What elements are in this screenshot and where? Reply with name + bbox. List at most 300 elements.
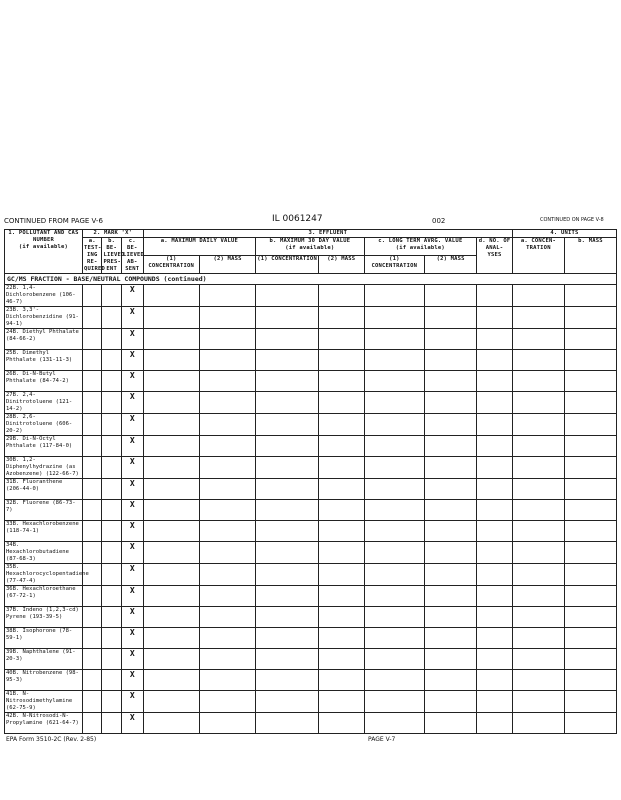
max-30day-mass-cell bbox=[319, 713, 364, 734]
believed-present-cell bbox=[102, 479, 121, 500]
believed-absent-cell: X bbox=[121, 392, 143, 414]
table-row bbox=[5, 586, 617, 607]
max-30day-concentration-cell bbox=[256, 285, 319, 307]
believed-absent-cell: X bbox=[121, 521, 143, 542]
max-30day-mass-cell bbox=[319, 307, 364, 329]
max-30day-concentration-cell bbox=[256, 371, 319, 392]
col-max-daily-mass: (2) MASS bbox=[199, 256, 255, 274]
testing-required-cell bbox=[82, 479, 101, 500]
believed-present-cell bbox=[102, 586, 121, 607]
max-daily-concentration-cell bbox=[143, 670, 199, 691]
pollutant-name: 32B. Fluorene (86-73-7) bbox=[5, 500, 83, 521]
testing-required-cell bbox=[82, 436, 101, 457]
long-term-concentration-cell bbox=[364, 329, 425, 350]
epa-id-number: IL 0061247 bbox=[272, 214, 323, 224]
no-analyses-cell bbox=[477, 457, 513, 479]
pollutant-name: 42B. N-Nitrosodi-N-Propylamine (621-64-7) bbox=[5, 713, 83, 734]
max-daily-mass-cell bbox=[199, 564, 255, 586]
believed-present-cell bbox=[102, 542, 121, 564]
max-30day-mass-cell bbox=[319, 414, 364, 436]
max-30day-concentration-cell bbox=[256, 628, 319, 649]
pollutant-name: 36B. Hexachloroethane (67-72-1) bbox=[5, 586, 83, 607]
max-daily-concentration-cell bbox=[143, 564, 199, 586]
long-term-mass-cell bbox=[425, 307, 477, 329]
testing-required-cell bbox=[82, 500, 101, 521]
no-analyses-cell bbox=[477, 542, 513, 564]
believed-present-cell bbox=[102, 371, 121, 392]
max-30day-concentration-cell bbox=[256, 521, 319, 542]
no-analyses-cell bbox=[477, 586, 513, 607]
believed-absent-cell: X bbox=[121, 670, 143, 691]
units-mass-cell bbox=[564, 564, 616, 586]
believed-present-cell bbox=[102, 691, 121, 713]
max-daily-concentration-cell bbox=[143, 586, 199, 607]
col-units: 4. UNITS bbox=[512, 230, 616, 238]
units-mass-cell bbox=[564, 285, 616, 307]
table-row bbox=[5, 392, 617, 414]
testing-required-cell bbox=[82, 607, 101, 628]
col-max-30day-label: b. MAXIMUM 30 DAY VALUE bbox=[269, 238, 351, 244]
believed-present-cell bbox=[102, 392, 121, 414]
believed-absent-cell: X bbox=[121, 285, 143, 307]
long-term-mass-cell bbox=[425, 521, 477, 542]
no-analyses-cell bbox=[477, 691, 513, 713]
outfall-number: 002 bbox=[432, 217, 446, 225]
max-daily-mass-cell bbox=[199, 436, 255, 457]
long-term-concentration-cell bbox=[364, 414, 425, 436]
believed-absent-cell: X bbox=[121, 691, 143, 713]
col-max-30day-sub: (if available) bbox=[285, 245, 335, 251]
long-term-mass-cell bbox=[425, 542, 477, 564]
max-30day-mass-cell bbox=[319, 329, 364, 350]
pollutant-name: 31B. Fluoranthene (206-44-0) bbox=[5, 479, 83, 500]
pollutant-name: 34B. Hexachlorobutadiene (87-68-3) bbox=[5, 542, 83, 564]
max-daily-concentration-cell bbox=[143, 521, 199, 542]
max-30day-mass-cell bbox=[319, 436, 364, 457]
max-30day-concentration-cell bbox=[256, 392, 319, 414]
units-mass-cell bbox=[564, 691, 616, 713]
units-mass-cell bbox=[564, 457, 616, 479]
max-30day-concentration-cell bbox=[256, 607, 319, 628]
table-row bbox=[5, 691, 617, 713]
max-daily-mass-cell bbox=[199, 670, 255, 691]
long-term-concentration-cell bbox=[364, 350, 425, 371]
no-analyses-cell bbox=[477, 392, 513, 414]
units-mass-cell bbox=[564, 586, 616, 607]
col-effluent: 3. EFFLUENT bbox=[143, 230, 512, 238]
testing-required-cell bbox=[82, 392, 101, 414]
max-daily-concentration-cell bbox=[143, 628, 199, 649]
max-daily-mass-cell bbox=[199, 479, 255, 500]
no-analyses-cell bbox=[477, 607, 513, 628]
section-title-row bbox=[5, 274, 617, 285]
max-daily-mass-cell bbox=[199, 329, 255, 350]
col-long-term-concentration: (1) CONCENTRATION bbox=[364, 256, 425, 274]
table-row bbox=[5, 436, 617, 457]
table-row bbox=[5, 542, 617, 564]
max-daily-mass-cell bbox=[199, 307, 255, 329]
pollutant-name: 35B. Hexachlorocyclopentadiene (77-47-4) bbox=[6, 564, 89, 584]
long-term-mass-cell bbox=[425, 628, 477, 649]
table-row bbox=[5, 350, 617, 371]
max-30day-mass-cell bbox=[319, 285, 364, 307]
max-30day-concentration-cell bbox=[256, 586, 319, 607]
testing-required-cell bbox=[82, 414, 101, 436]
max-30day-mass-cell bbox=[319, 670, 364, 691]
max-daily-mass-cell bbox=[199, 371, 255, 392]
col-max-30day-mass: (2) MASS bbox=[319, 256, 364, 274]
col-units-concentration: a. CONCEN- TRATION bbox=[512, 238, 564, 274]
no-analyses-cell bbox=[477, 307, 513, 329]
units-mass-cell bbox=[564, 649, 616, 670]
col-long-term-label: c. LONG TERM AVRG. VALUE bbox=[378, 238, 463, 244]
form-id: EPA Form 3510-2C (Rev. 2-85) bbox=[6, 736, 97, 743]
section-title: GC/MS FRACTION - BASE/NEUTRAL COMPOUNDS (continued) bbox=[5, 274, 617, 285]
units-concentration-cell bbox=[512, 371, 564, 392]
col-believed-absent: c. BE- LIEVED AB- SENT bbox=[122, 238, 145, 272]
header-row-1 bbox=[5, 230, 617, 238]
no-analyses-cell bbox=[477, 285, 513, 307]
believed-absent-cell: X bbox=[121, 649, 143, 670]
units-mass-cell bbox=[564, 670, 616, 691]
units-concentration-cell bbox=[512, 521, 564, 542]
long-term-mass-cell bbox=[425, 350, 477, 371]
testing-required-cell bbox=[82, 542, 101, 564]
believed-absent-cell: X bbox=[121, 479, 143, 500]
no-analyses-cell bbox=[477, 500, 513, 521]
max-daily-mass-cell bbox=[199, 628, 255, 649]
continued-on-label: CONTINUED ON PAGE V-8 bbox=[540, 217, 604, 223]
max-30day-mass-cell bbox=[319, 479, 364, 500]
max-daily-concentration-cell bbox=[143, 542, 199, 564]
units-mass-cell bbox=[564, 542, 616, 564]
max-daily-concentration-cell bbox=[143, 500, 199, 521]
units-mass-cell bbox=[564, 414, 616, 436]
max-daily-concentration-cell bbox=[143, 713, 199, 734]
believed-present-cell bbox=[102, 713, 121, 734]
max-daily-concentration-cell bbox=[143, 350, 199, 371]
believed-present-cell bbox=[102, 414, 121, 436]
believed-present-cell bbox=[102, 649, 121, 670]
max-daily-mass-cell bbox=[199, 392, 255, 414]
units-mass-cell bbox=[564, 521, 616, 542]
long-term-mass-cell bbox=[425, 285, 477, 307]
units-concentration-cell bbox=[512, 285, 564, 307]
units-concentration-cell bbox=[512, 329, 564, 350]
units-concentration-cell bbox=[512, 307, 564, 329]
table-row bbox=[5, 521, 617, 542]
units-mass-cell bbox=[564, 628, 616, 649]
no-analyses-cell bbox=[477, 521, 513, 542]
max-30day-concentration-cell bbox=[256, 457, 319, 479]
max-30day-concentration-cell bbox=[256, 479, 319, 500]
long-term-concentration-cell bbox=[364, 713, 425, 734]
believed-absent-cell: X bbox=[121, 436, 143, 457]
table-row bbox=[5, 371, 617, 392]
believed-absent-cell: X bbox=[121, 371, 143, 392]
units-concentration-cell bbox=[512, 586, 564, 607]
units-concentration-cell bbox=[512, 628, 564, 649]
believed-absent-cell: X bbox=[121, 713, 143, 734]
no-analyses-cell bbox=[477, 713, 513, 734]
pollutant-name: 38B. Isophorone (78-59-1) bbox=[5, 628, 83, 649]
max-daily-concentration-cell bbox=[143, 414, 199, 436]
believed-present-cell bbox=[102, 521, 121, 542]
max-daily-concentration-cell bbox=[143, 285, 199, 307]
believed-present-cell bbox=[102, 564, 121, 586]
long-term-mass-cell bbox=[425, 691, 477, 713]
testing-required-cell bbox=[82, 521, 101, 542]
believed-absent-cell: X bbox=[121, 607, 143, 628]
long-term-mass-cell bbox=[425, 371, 477, 392]
max-30day-concentration-cell bbox=[256, 542, 319, 564]
units-mass-cell bbox=[564, 713, 616, 734]
long-term-mass-cell bbox=[425, 649, 477, 670]
pollutant-name: 27B. 2,4-Dinitrotoluene (121-14-2) bbox=[5, 392, 83, 414]
long-term-concentration-cell bbox=[364, 436, 425, 457]
max-30day-concentration-cell bbox=[256, 500, 319, 521]
max-30day-mass-cell bbox=[319, 392, 364, 414]
believed-present-cell bbox=[102, 329, 121, 350]
believed-absent-cell: X bbox=[121, 586, 143, 607]
believed-absent-cell: X bbox=[121, 329, 143, 350]
long-term-concentration-cell bbox=[364, 307, 425, 329]
believed-present-cell bbox=[102, 285, 121, 307]
pollutant-name: 41B. N-Nitrosodimethylamine (62-75-9) bbox=[5, 691, 83, 713]
max-30day-mass-cell bbox=[319, 500, 364, 521]
col-max-30day bbox=[256, 238, 364, 256]
long-term-concentration-cell bbox=[364, 392, 425, 414]
max-daily-mass-cell bbox=[199, 350, 255, 371]
units-mass-cell bbox=[564, 350, 616, 371]
pollutant-name: 37B. Indeno (1,2,3-cd) Pyrene (193-39-5) bbox=[5, 607, 83, 628]
table-row bbox=[5, 628, 617, 649]
believed-present-cell bbox=[102, 350, 121, 371]
long-term-concentration-cell bbox=[364, 564, 425, 586]
long-term-mass-cell bbox=[425, 436, 477, 457]
testing-required-cell bbox=[82, 329, 101, 350]
testing-required-cell bbox=[82, 670, 101, 691]
units-concentration-cell bbox=[512, 457, 564, 479]
max-30day-mass-cell bbox=[319, 649, 364, 670]
no-analyses-cell bbox=[477, 628, 513, 649]
long-term-concentration-cell bbox=[364, 479, 425, 500]
max-daily-concentration-cell bbox=[143, 479, 199, 500]
pollutant-name: 33B. Hexachlorobenzene (118-74-1) bbox=[5, 521, 83, 542]
long-term-mass-cell bbox=[425, 329, 477, 350]
units-concentration-cell bbox=[512, 479, 564, 500]
believed-absent-cell: X bbox=[121, 542, 143, 564]
table-row bbox=[5, 500, 617, 521]
units-concentration-cell bbox=[512, 691, 564, 713]
no-analyses-cell bbox=[477, 649, 513, 670]
max-daily-concentration-cell bbox=[143, 329, 199, 350]
max-30day-concentration-cell bbox=[256, 307, 319, 329]
pollutant-name: 40B. Nitrobenzene (98-95-3) bbox=[5, 670, 83, 691]
max-30day-concentration-cell bbox=[256, 436, 319, 457]
testing-required-cell bbox=[82, 457, 101, 479]
believed-absent-cell: X bbox=[121, 350, 143, 371]
no-analyses-cell bbox=[477, 436, 513, 457]
testing-required-cell bbox=[82, 371, 101, 392]
units-concentration-cell bbox=[512, 607, 564, 628]
units-mass-cell bbox=[564, 329, 616, 350]
col-no-analyses: d. NO. OF ANAL- YSES bbox=[477, 238, 513, 274]
long-term-mass-cell bbox=[425, 607, 477, 628]
believed-absent-cell: X bbox=[121, 564, 143, 586]
max-daily-mass-cell bbox=[199, 586, 255, 607]
units-mass-cell bbox=[564, 500, 616, 521]
believed-present-cell bbox=[102, 500, 121, 521]
believed-present-cell bbox=[102, 307, 121, 329]
believed-absent-cell: X bbox=[121, 414, 143, 436]
units-mass-cell bbox=[564, 479, 616, 500]
no-analyses-cell bbox=[477, 670, 513, 691]
table-row bbox=[5, 307, 617, 329]
long-term-mass-cell bbox=[425, 479, 477, 500]
max-daily-concentration-cell bbox=[143, 691, 199, 713]
col-units-mass: b. MASS bbox=[564, 238, 616, 274]
long-term-concentration-cell bbox=[364, 628, 425, 649]
pollutant-name: 24B. Diethyl Phthalate (84-66-2) bbox=[5, 329, 83, 350]
table-row bbox=[5, 670, 617, 691]
units-concentration-cell bbox=[512, 350, 564, 371]
col-believed-present: b. BE- LIEVED PRES- ENT bbox=[103, 238, 125, 272]
max-30day-mass-cell bbox=[319, 564, 364, 586]
long-term-concentration-cell bbox=[364, 670, 425, 691]
col-long-term-mass: (2) MASS bbox=[425, 256, 477, 274]
max-daily-mass-cell bbox=[199, 649, 255, 670]
max-30day-mass-cell bbox=[319, 457, 364, 479]
long-term-mass-cell bbox=[425, 670, 477, 691]
table-row bbox=[5, 649, 617, 670]
believed-present-cell bbox=[102, 670, 121, 691]
table-row bbox=[5, 479, 617, 500]
pollutant-name: 25B. Dimethyl Phthalate (131-11-3) bbox=[5, 350, 83, 371]
col-long-term bbox=[364, 238, 477, 256]
max-daily-mass-cell bbox=[199, 414, 255, 436]
max-30day-concentration-cell bbox=[256, 329, 319, 350]
pollutant-name: 26B. Di-N-Butyl Phthalate (84-74-2) bbox=[5, 371, 83, 392]
pollutant-rows bbox=[5, 285, 617, 734]
max-30day-mass-cell bbox=[319, 628, 364, 649]
max-daily-mass-cell bbox=[199, 713, 255, 734]
pollutant-name: 23B. 3,3'-Dichlorobenzidine (91-94-1) bbox=[5, 307, 83, 329]
units-concentration-cell bbox=[512, 414, 564, 436]
units-concentration-cell bbox=[512, 564, 564, 586]
col-max-30day-concentration: (1) CONCENTRATION bbox=[256, 256, 319, 274]
col-pollutant-sub: (if available) bbox=[18, 244, 69, 250]
units-mass-cell bbox=[564, 607, 616, 628]
form-header-strip bbox=[0, 214, 621, 228]
units-concentration-cell bbox=[512, 670, 564, 691]
max-30day-concentration-cell bbox=[256, 350, 319, 371]
long-term-mass-cell bbox=[425, 564, 477, 586]
units-mass-cell bbox=[564, 436, 616, 457]
pollutant-name: 29B. Di-N-Octyl Phthalate (117-84-0) bbox=[5, 436, 83, 457]
col-pollutant bbox=[5, 230, 83, 274]
max-daily-mass-cell bbox=[199, 521, 255, 542]
units-concentration-cell bbox=[512, 392, 564, 414]
believed-absent-cell: X bbox=[121, 628, 143, 649]
no-analyses-cell bbox=[477, 564, 513, 586]
col-pollutant-label: 1. POLLUTANT AND CAS NUMBER bbox=[8, 230, 79, 243]
max-daily-mass-cell bbox=[199, 285, 255, 307]
long-term-mass-cell bbox=[425, 713, 477, 734]
units-concentration-cell bbox=[512, 436, 564, 457]
testing-required-cell bbox=[82, 285, 101, 307]
max-daily-concentration-cell bbox=[143, 371, 199, 392]
testing-required-cell bbox=[82, 691, 101, 713]
max-30day-mass-cell bbox=[319, 607, 364, 628]
pollutant-name: 30B. 1,2-Diphenylhydrazine (as Azobenzene) (122-66-7) bbox=[5, 457, 83, 479]
units-concentration-cell bbox=[512, 500, 564, 521]
table-row bbox=[5, 285, 617, 307]
table-row bbox=[5, 564, 617, 586]
long-term-concentration-cell bbox=[364, 371, 425, 392]
max-30day-concentration-cell bbox=[256, 713, 319, 734]
max-30day-concentration-cell bbox=[256, 691, 319, 713]
pollutant-name: 39B. Naphthalene (91-20-3) bbox=[5, 649, 83, 670]
max-daily-concentration-cell bbox=[143, 457, 199, 479]
long-term-mass-cell bbox=[425, 457, 477, 479]
max-daily-concentration-cell bbox=[143, 392, 199, 414]
believed-present-cell bbox=[102, 628, 121, 649]
max-30day-mass-cell bbox=[319, 521, 364, 542]
no-analyses-cell bbox=[477, 350, 513, 371]
pollutant-name: 28B. 2,6-Dinitrotoluene (606-20-2) bbox=[5, 414, 83, 436]
max-daily-mass-cell bbox=[199, 500, 255, 521]
testing-required-cell bbox=[82, 350, 101, 371]
max-daily-concentration-cell bbox=[143, 307, 199, 329]
testing-required-cell bbox=[82, 713, 101, 734]
long-term-mass-cell bbox=[425, 586, 477, 607]
max-daily-mass-cell bbox=[199, 457, 255, 479]
max-daily-concentration-cell bbox=[143, 607, 199, 628]
long-term-concentration-cell bbox=[364, 500, 425, 521]
max-30day-mass-cell bbox=[319, 371, 364, 392]
units-mass-cell bbox=[564, 307, 616, 329]
table-row bbox=[5, 713, 617, 734]
col-max-daily-concentration: (1) CONCENTRATION bbox=[143, 256, 199, 274]
testing-required-cell bbox=[82, 649, 101, 670]
max-30day-mass-cell bbox=[319, 691, 364, 713]
units-mass-cell bbox=[564, 392, 616, 414]
testing-required-cell bbox=[82, 628, 101, 649]
believed-absent-cell: X bbox=[121, 457, 143, 479]
long-term-mass-cell bbox=[425, 500, 477, 521]
table-row bbox=[5, 607, 617, 628]
col-max-daily: a. MAXIMUM DAILY VALUE bbox=[143, 238, 256, 256]
long-term-concentration-cell bbox=[364, 457, 425, 479]
max-30day-mass-cell bbox=[319, 542, 364, 564]
max-daily-mass-cell bbox=[199, 542, 255, 564]
no-analyses-cell bbox=[477, 479, 513, 500]
table-row bbox=[5, 414, 617, 436]
header-row-2 bbox=[5, 238, 617, 256]
col-long-term-sub: (if available) bbox=[395, 245, 445, 251]
table-row bbox=[5, 457, 617, 479]
col-testing-required: a. TEST- ING RE- QUIRED bbox=[83, 238, 106, 272]
max-30day-concentration-cell bbox=[256, 414, 319, 436]
units-mass-cell bbox=[564, 371, 616, 392]
units-concentration-cell bbox=[512, 542, 564, 564]
no-analyses-cell bbox=[477, 329, 513, 350]
page-number: PAGE V-7 bbox=[368, 736, 396, 743]
long-term-concentration-cell bbox=[364, 607, 425, 628]
long-term-concentration-cell bbox=[364, 586, 425, 607]
believed-present-cell bbox=[102, 436, 121, 457]
